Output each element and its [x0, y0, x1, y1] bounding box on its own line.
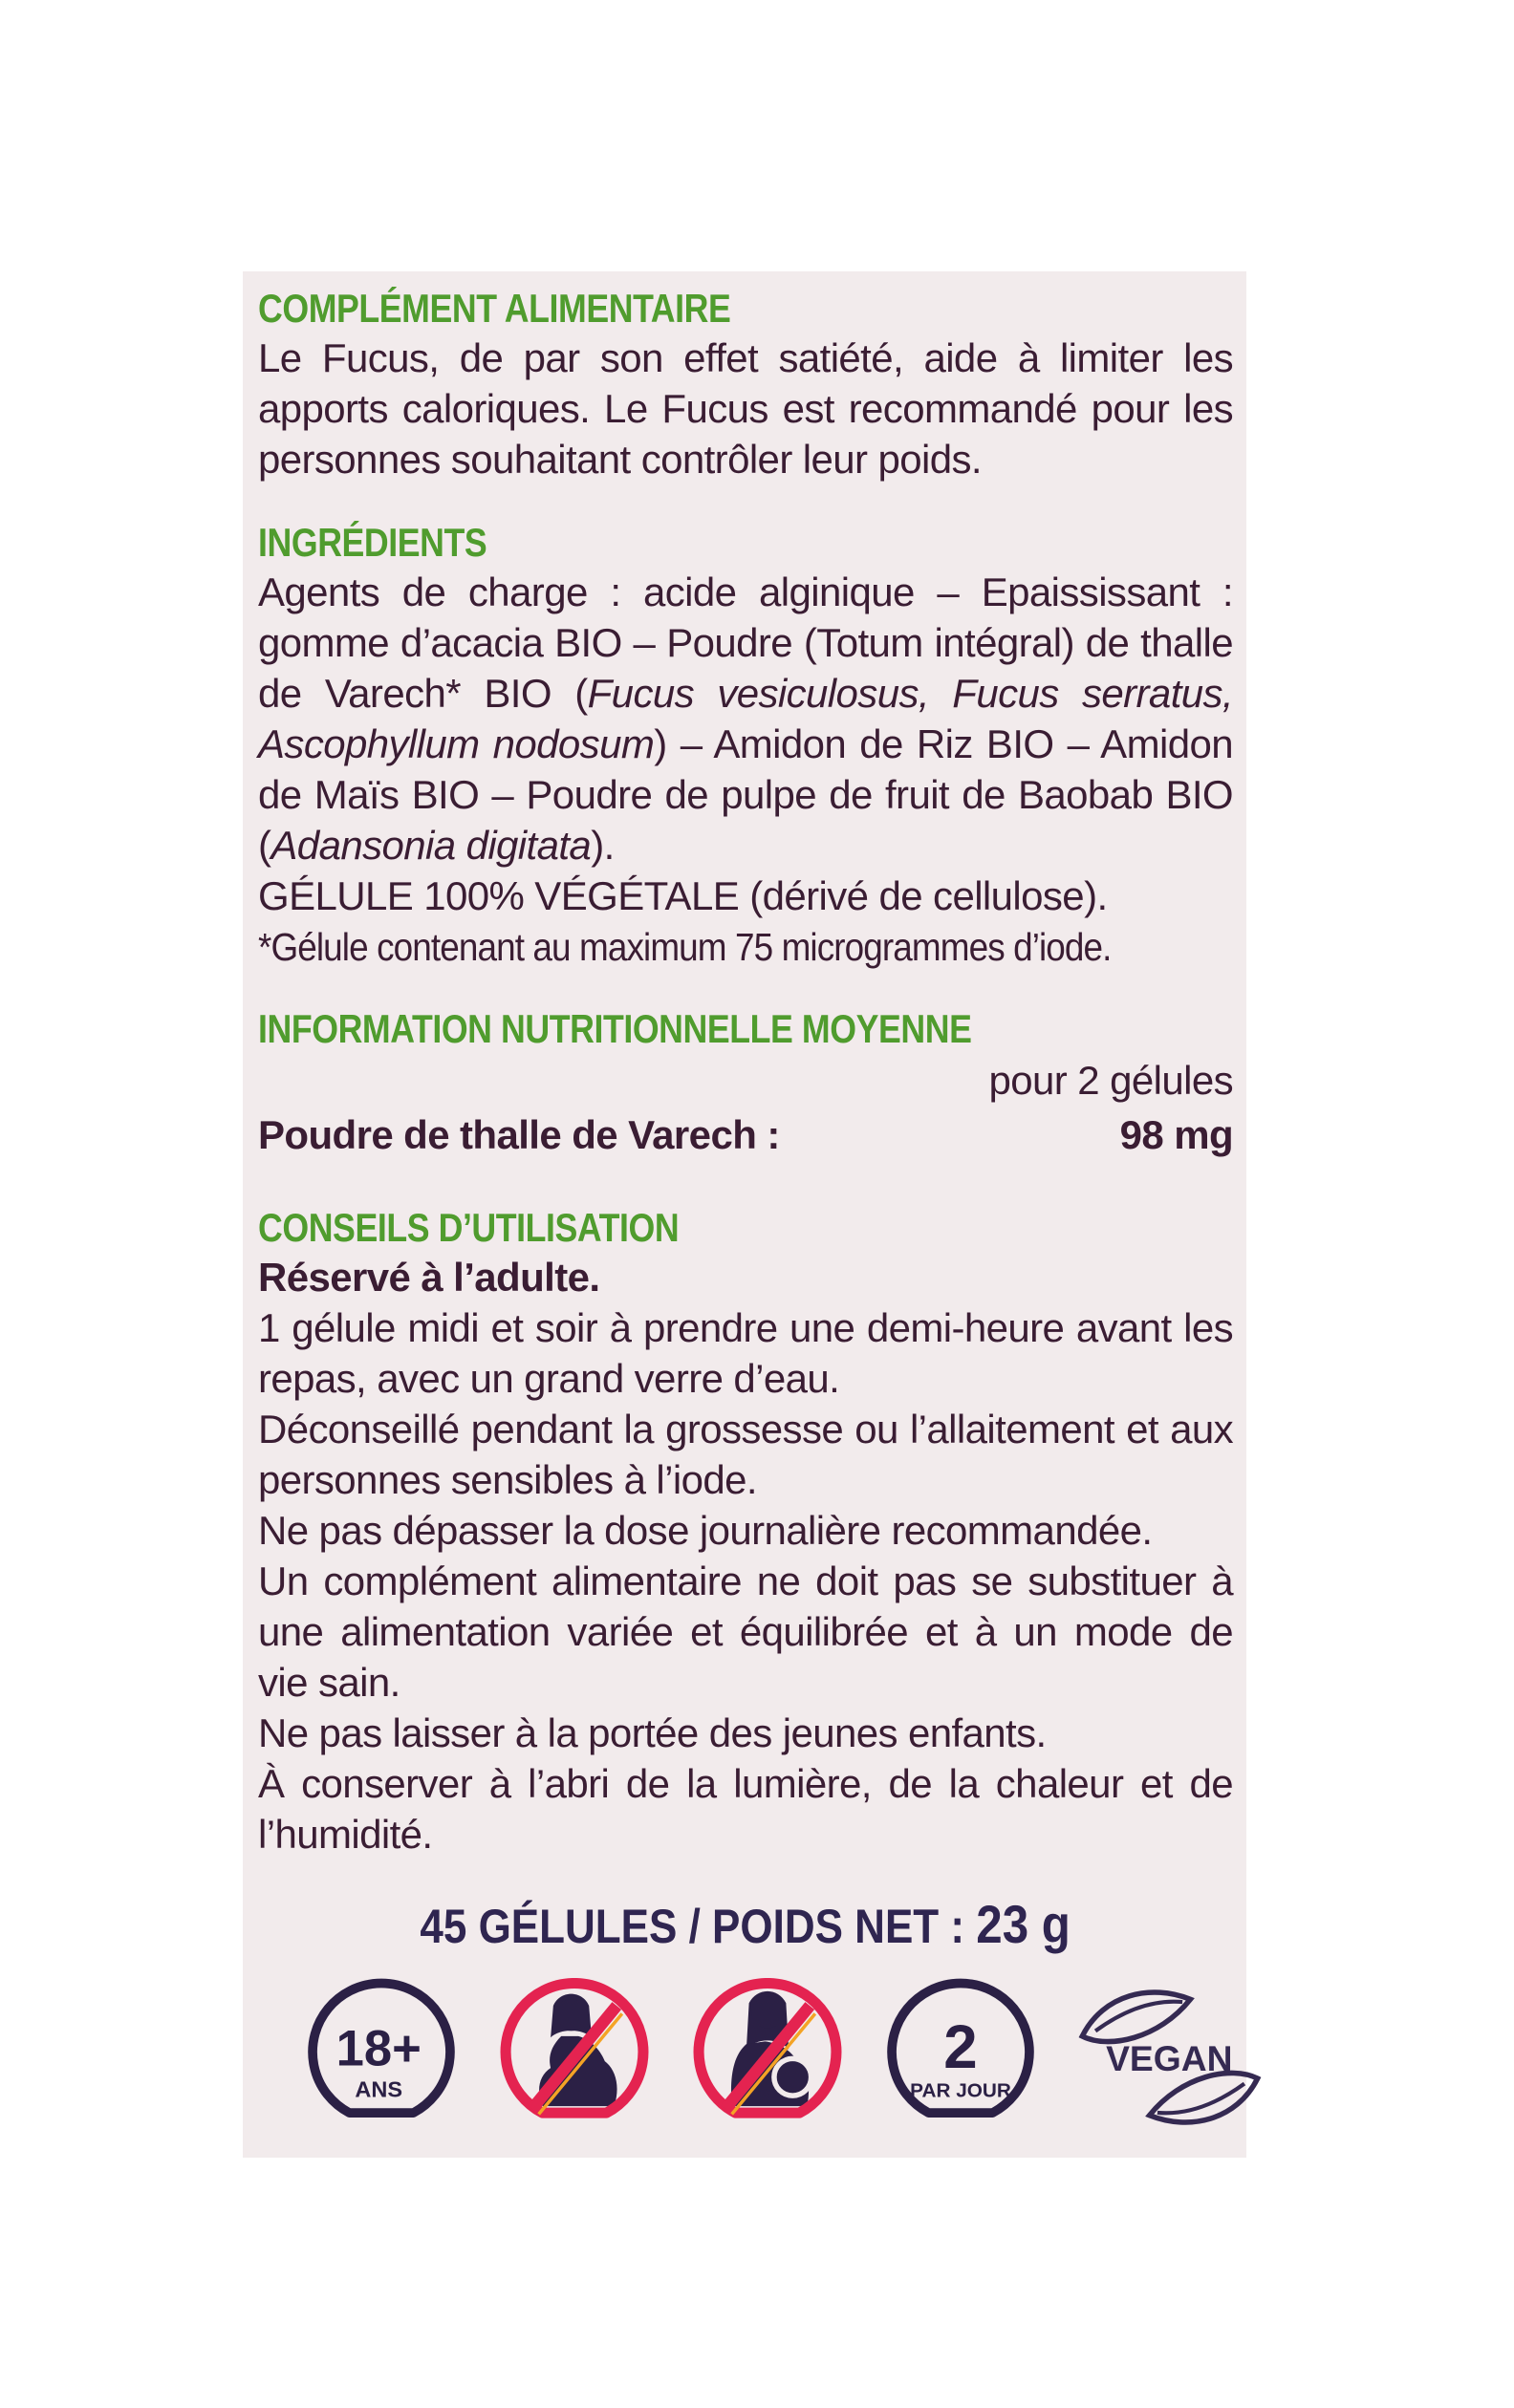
- section-advice: [258, 1204, 1233, 1860]
- ingredients-latin-name-baobab: Adansonia digitata: [270, 823, 592, 868]
- age-unit: ANS: [355, 2076, 403, 2102]
- net-weight-value: 23 g: [976, 1894, 1071, 1954]
- net-weight-inner: [420, 1894, 1071, 1954]
- advice-reserved: Réservé à l’adulte.: [258, 1255, 600, 1300]
- advice-line: Déconseillé pendant la grossesse ou l’allaitement et aux personnes sensibles à l’iode.: [258, 1407, 1233, 1502]
- dosage-per-day-icon: [881, 1978, 1040, 2137]
- section-ingredients: [258, 519, 1233, 973]
- ingredients-text: [258, 567, 1233, 871]
- nutrition-row-value: 98 mg: [1119, 1112, 1233, 1157]
- advice-heading: CONSEILS D’UTILISATION: [258, 1205, 680, 1250]
- ingredients-segment: ).: [591, 823, 615, 868]
- advice-line: Ne pas laisser à la portée des jeunes enfants.: [258, 1710, 1047, 1755]
- capsule-line: GÉLULE 100% VÉGÉTALE (dérivé de cellulose).: [258, 873, 1108, 918]
- pictogram-row: [302, 1978, 1233, 2137]
- age-18-plus-icon: [302, 1978, 461, 2137]
- supplement-label: [243, 271, 1246, 2158]
- ingredients-heading: INGRÉDIENTS: [258, 520, 487, 565]
- net-weight-line: [258, 1894, 1233, 1954]
- advice-line: 1 gélule midi et soir à prendre une demi-heure avant les repas, avec un grand verre d’eau.: [258, 1305, 1233, 1401]
- no-breastfeeding-icon: [688, 1978, 847, 2137]
- age-value: 18+: [335, 2020, 422, 2077]
- vegan-text: VEGAN: [1106, 2037, 1233, 2078]
- vegan-icon: [1074, 1978, 1265, 2137]
- advice-line: Ne pas dépasser la dose journalière recommandée.: [258, 1508, 1153, 1553]
- ingredients-latin-names: Fucus vesiculosus, Fucus serratus, Ascophyllum nodosum: [258, 671, 1233, 766]
- dosage-unit: PAR JOUR: [910, 2079, 1011, 2102]
- dosage-value: 2: [943, 2013, 978, 2082]
- no-pregnancy-icon: [495, 1978, 654, 2137]
- iodine-note: *Gélule contenant au maximum 75 microgrammes d’iode.: [258, 925, 1112, 969]
- iodine-note-wrap: [258, 921, 1233, 973]
- advice-line: À conserver à l’abri de la lumière, de la chaleur et de l’humidité.: [258, 1761, 1233, 1857]
- ingredients-segment: Agents de charge : acide alginique – Epaississant : gomme d’acacia BIO – Poudre (Totum intégral) de thalle de Varech* BIO (: [258, 570, 1233, 716]
- advice-line: Un complément alimentaire ne doit pas se substituer à une alimentation variée et équilibrée et à un mode de vie sain.: [258, 1559, 1233, 1705]
- nutrition-row: [258, 1109, 1233, 1160]
- section-complement: [258, 285, 1233, 484]
- net-weight-text: 45 GÉLULES / POIDS NET :: [420, 1900, 965, 1953]
- nutrition-heading: INFORMATION NUTRITIONNELLE MOYENNE: [258, 1006, 972, 1051]
- section-nutrition: [258, 1005, 1233, 1160]
- nutrition-row-label: Poudre de thalle de Varech :: [258, 1112, 780, 1157]
- serving-size: pour 2 gélules: [988, 1058, 1233, 1103]
- complement-heading: COMPLÉMENT ALIMENTAIRE: [258, 286, 731, 331]
- complement-description: Le Fucus, de par son effet satiété, aide à limiter les apports caloriques. Le Fucus est recommandé pour les personnes souhaitant contrôler leur poids.: [258, 335, 1233, 482]
- ingredients-segment: ) – Amidon de Riz BIO – Amidon de Maïs BIO – Poudre de pulpe de fruit de Baobab BIO (: [258, 721, 1233, 868]
